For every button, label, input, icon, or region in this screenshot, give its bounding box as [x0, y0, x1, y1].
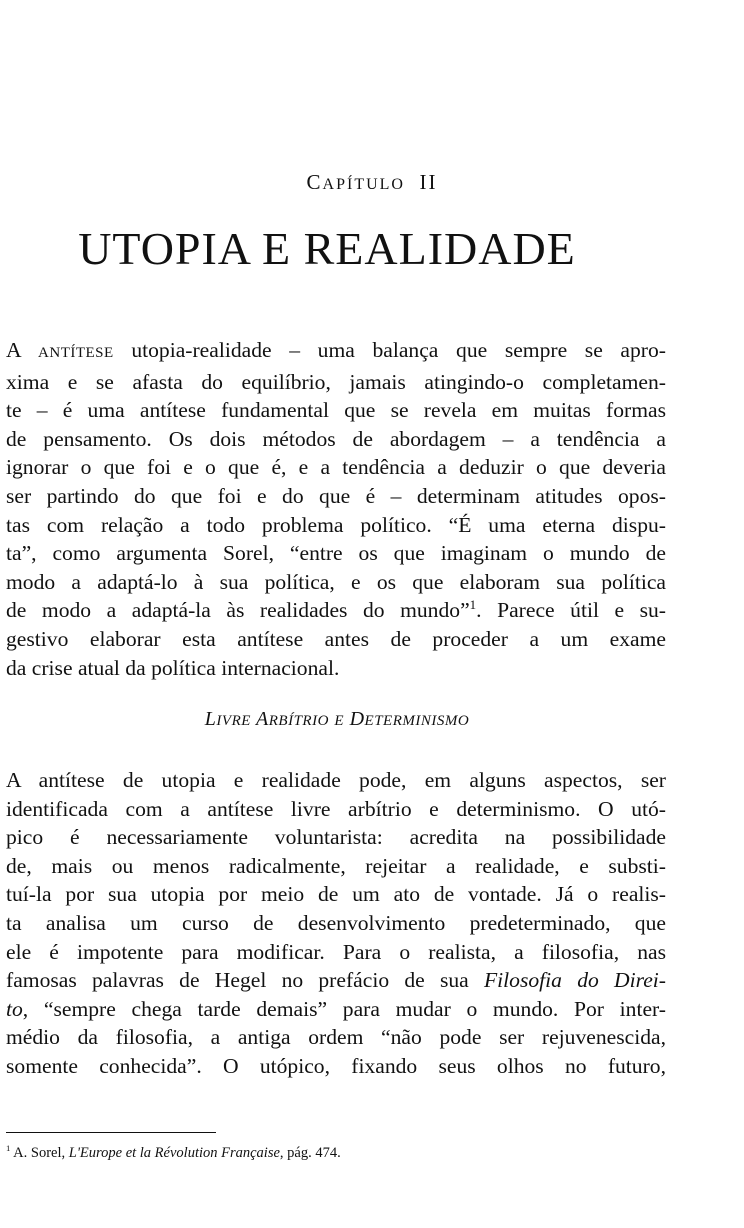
text-line: identificada com a antítese livre arbítrio e determinismo. O utó-: [6, 796, 666, 821]
book-title-italic: Filosofia do Direi-: [483, 968, 666, 993]
text-line: gestivo elaborar esta antítese antes de proceder a um exame: [6, 626, 666, 651]
text-line: te – é uma antítese fundamental que se revela em muitas formas: [6, 398, 666, 423]
line-text: de modo a adaptá-la às realidades do mundo”: [6, 598, 470, 623]
text-line: ele é impotente para modificar. Para o realista, a filosofia, nas: [6, 939, 666, 964]
footnote-marker: 1: [6, 1143, 11, 1154]
lead-smallcaps: ANTÍTESE: [38, 345, 114, 361]
footnote-author: A. Sorel,: [10, 1145, 69, 1161]
chapter-label-rest: APÍTULO: [322, 176, 405, 193]
text-line: tas com relação a todo problema político. “É uma eterna dispu-: [6, 512, 666, 537]
chapter-label-initial: C: [306, 170, 323, 194]
text-line: ta analisa um curso de desenvolvimento predeterminado, que: [6, 910, 666, 935]
footnote-work-title: L'Europe et la Révolution Française: [68, 1145, 280, 1161]
line-text: utopia-realidade – uma balança que sempre se apro-: [113, 338, 666, 362]
heading-initial: A: [256, 708, 269, 730]
footnote-divider: [6, 1132, 216, 1133]
lead-initial: A: [6, 338, 39, 362]
text-line: [6, 995, 666, 1024]
chapter-numeral: II: [419, 170, 438, 194]
heading-smallcaps: RBÍTRIO: [268, 713, 329, 729]
line-text: , “sempre chega tarde demais” para mudar o mundo. Por inter-: [22, 996, 666, 1021]
heading-smallcaps: ETERMINISMO: [364, 713, 470, 729]
text-line: ser partindo do que foi e do que é – determinam atitudes opos-: [6, 483, 666, 508]
heading-initial: L: [204, 708, 217, 730]
footnote: [6, 1143, 666, 1163]
text-line: tuí-la por sua utopia por meio de um ato de vontade. Já o realis-: [6, 882, 666, 907]
text-line: ignorar o que foi e o que é, e a tendência a deduzir o que deveria: [6, 455, 666, 480]
text-line: somente conhecida”. O utópico, fixando seus olhos no futuro,: [6, 1053, 666, 1078]
text-line: modo a adaptá-lo à sua política, e os que elaboram sua política: [6, 569, 666, 594]
text-line: xima e se afasta do equilíbrio, jamais atingindo-o completamen-: [6, 369, 666, 394]
text-line: A antítese de utopia e realidade pode, em alguns aspectos, ser: [6, 768, 666, 792]
heading-smallcaps: E: [334, 713, 345, 729]
text-line: [6, 336, 666, 368]
footnote-reference: 1: [469, 597, 477, 613]
paragraph-intro: [6, 336, 666, 682]
footnote-page: , pág. 474.: [279, 1145, 341, 1161]
line-text: . Parece útil e su-: [476, 598, 666, 623]
line-text: famosas palavras de Hegel no prefácio de sua: [6, 968, 484, 993]
text-line: ta”, como argumenta Sorel, “entre os que imaginam o mundo de: [6, 541, 666, 566]
section-heading: [0, 708, 674, 731]
text-line: [6, 966, 666, 995]
text-line: da crise atual da política internacional.: [6, 655, 340, 680]
paragraph-utopia-realism: [6, 766, 666, 1081]
text-line: de pensamento. Os dois métodos de abordagem – a tendência a: [6, 426, 666, 451]
book-title-italic: to: [6, 996, 23, 1021]
text-line: de, mais ou menos radicalmente, rejeitar a realidade, e substi-: [6, 853, 666, 878]
heading-smallcaps: IVRE: [216, 713, 251, 729]
chapter-title: UTOPIA E REALIDADE: [78, 223, 576, 274]
text-line: pico é necessariamente voluntarista: acredita na possibilidade: [6, 825, 666, 850]
text-line: médio da filosofia, a antiga ordem “não pode ser rejuvenescida,: [6, 1025, 666, 1050]
chapter-label: [0, 170, 744, 195]
heading-initial: D: [349, 708, 365, 730]
text-line: [6, 596, 666, 625]
